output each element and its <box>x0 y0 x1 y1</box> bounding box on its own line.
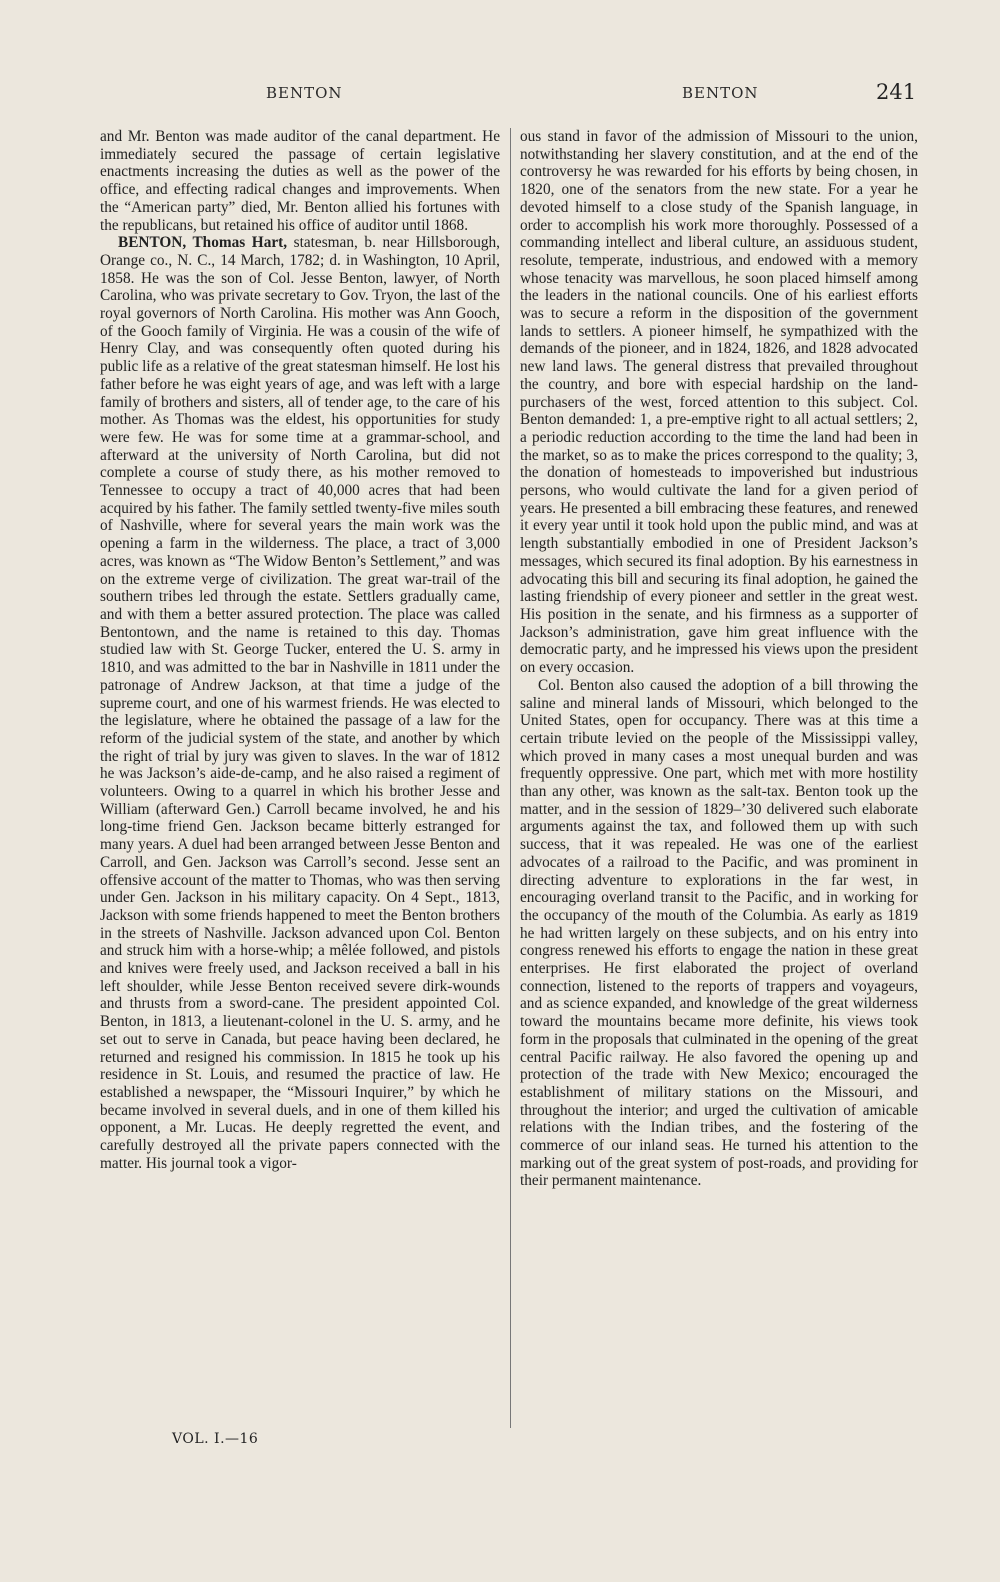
running-head-right: BENTON <box>682 84 759 102</box>
right-paragraph-2: Col. Benton also caused the adoption of a bill throwing the saline and mineral lands of Missouri, which belonged to the United States, open for occupancy. There was at this time a certain tribute levied on the people of the Mississippi valley, which proved in many cases a most unequal burden and was frequently oppressive. One part, which met with more hostility than any other, was known as the salt-tax. Benton took up the matter, and in the session of 1829–’30 delivered such elaborate arguments against the tax, and followed them up with such success, that it was repealed. He was one of the earliest advocates of a railroad to the Pacific, and was prominent in directing adventure to explorations in the far west, in encouraging overland transit to the Pacific, and in working for the occupancy of the mouth of the Columbia. As early as 1819 he had written largely on these subjects, and on his entry into congress renewed his efforts to engage the nation in these great enterprises. He first elaborated the project of overland connection, listened to the reports of trappers and voyageurs, and as science expanded, and knowledge of the great wilderness toward the mountains became more definite, his views took form in the proposals that culminated in the opening of the great central Pacific railway. He also favored the opening up and protection of the trade with New Mexico; encouraged the establishment of military stations on the Missouri, and throughout the interior; and urged the cultivation of amicable relations with the Indian tribes, and the fostering of the commerce of our inland seas. He turned his attention to the marking out of the great system of post-roads, and providing for their permanent maintenance. <box>520 676 918 1190</box>
page-number: 241 <box>876 80 917 104</box>
entry-paragraph <box>100 234 500 1172</box>
column-divider <box>510 128 511 1428</box>
entry-name: BENTON, Thomas Hart, <box>118 234 288 252</box>
right-paragraph-1: ous stand in favor of the admission of Missouri to the union, notwithstanding her slavery constitution, and at the end of the controversy he was rewarded for his efforts by being chosen, in 1820, one of the senators from the new state. For a year he devoted himself to a close study of the Spanish language, in order to accomplish his work more thoroughly. Possessed of a commanding intellect and liberal culture, an assiduous student, resolute, temperate, industrious, and endowed with a memory whose tenacity was marvellous, he soon placed himself among the leaders in the national councils. One of his earliest efforts was to secure a reform in the disposition of the government lands to settlers. A pioneer himself, he sympathized with the demands of the pioneer, and in 1824, 1826, and 1828 advocated new land laws. The general distress that prevailed throughout the country, and bore with especial hardship on the land-purchasers of the west, forced attention to this subject. Col. Benton demanded: 1, a pre-emptive right to all actual settlers; 2, a periodic reduction according to the time the land had been in the market, so as to make the prices correspond to the quality; 3, the donation of homesteads to impoverished but industrious persons, who would cultivate the land for a given period of years. He presented a bill embracing these features, and renewed it every year until it took hold upon the public mind, and was at length substantially embodied in one of President Jackson’s messages, which secured its final adoption. By his earnestness in advocating this bill and securing its final adoption, he gained the lasting friendship of every pioneer and settler in the great west. His position in the senate, and his firmness as a supporter of Jackson’s administration, gave him great influence with the democratic party, and he impressed his views upon the president on every occasion. <box>520 128 918 677</box>
right-column <box>520 128 918 1190</box>
entry-text: statesman, b. near Hillsborough, Orange co., N. C., 14 March, 1782; d. in Washington, 10 April, 1858. He was the son of Col. Jesse Benton, lawyer, of North Carolina, who was private secretary to Gov. Tryon, the last of the royal governors of North Carolina. His mother was Ann Gooch, of the Gooch family of Virginia. He was a cousin of the wife of Henry Clay, and was consequently often quoted during his public life as a relative of the great statesman himself. He lost his father before he was eight years of age, and was left with a large family of brothers and sisters, all of tender age, to the care of his mother. As Thomas was the eldest, his opportunities for study were few. He was for some time at a grammar-school, and afterward at the university of North Carolina, but did not complete a course of study there, as his mother removed to Tennessee to occupy a tract of 40,000 acres that had been acquired by his father. The family settled twenty-five miles south of Nashville, where for several years the main work was the opening a farm in the wilderness. The place, a tract of 3,000 acres, was known as “The Widow Benton’s Settlement,” and was on the extreme verge of civilization. The great war-trail of the southern tribes led through the estate. Settlers gradually came, and with them a better assured protection. The place was called Bentontown, and the name is retained to this day. Thomas studied law with St. George Tucker, entered the U. S. army in 1810, and was admitted to the bar in Nashville in 1811 under the patronage of Andrew Jackson, at that time a judge of the supreme court, and one of his warmest friends. He was elected to the legislature, where he obtained the passage of a law for the reform of the judicial system of the state, and another by which the right of trial by jury was given to slaves. In the war of 1812 he was Jackson’s aide-de-camp, and he also raised a regiment of volunteers. Owing to a quarrel in which his brother Jesse and William (afterward Gen.) Carroll became involved, he and his long-time friend Gen. Jackson became bitterly estranged for many years. A duel had been arranged between Jesse Benton and Carroll, and Gen. Jackson was Carroll’s second. Jesse sent an offensive account of the matter to Thomas, who was then serving under Gen. Jackson in his military capacity. On 4 Sept., 1813, Jackson with some friends happened to meet the Benton brothers in the streets of Nashville. Jackson advanced upon Col. Benton and struck him with a horse-whip; a mêlée followed, and pistols and knives were freely used, and Jackson received a ball in his left shoulder, while Jesse Benton received severe dirk-wounds and thrusts from a sword-cane. The president appointed Col. Benton, in 1813, a lieutenant-colonel in the U. S. army, and he set out to serve in Canada, but peace having been declared, he returned and resigned his commission. In 1815 he took up his residence in St. Louis, and resumed the practice of law. He established a newspaper, the “Missouri Inquirer,” by which he became involved in several duels, and in one of them killed his opponent, a Mr. Lucas. He deeply regretted the event, and carefully destroyed all the private papers connected with the matter. His journal took a vigor- <box>100 234 501 1172</box>
running-head-left: BENTON <box>266 84 343 102</box>
continuation-paragraph: and Mr. Benton was made auditor of the canal department. He immediately secured the passage of certain legislative enactments increasing the duties as well as the power of the office, and effecting radical changes and improvements. When the “American party” died, Mr. Benton allied his fortunes with the republicans, but retained his office of auditor until 1868. <box>100 128 500 234</box>
signature-mark: VOL. I.—16 <box>172 1431 259 1447</box>
left-column <box>100 128 500 1172</box>
